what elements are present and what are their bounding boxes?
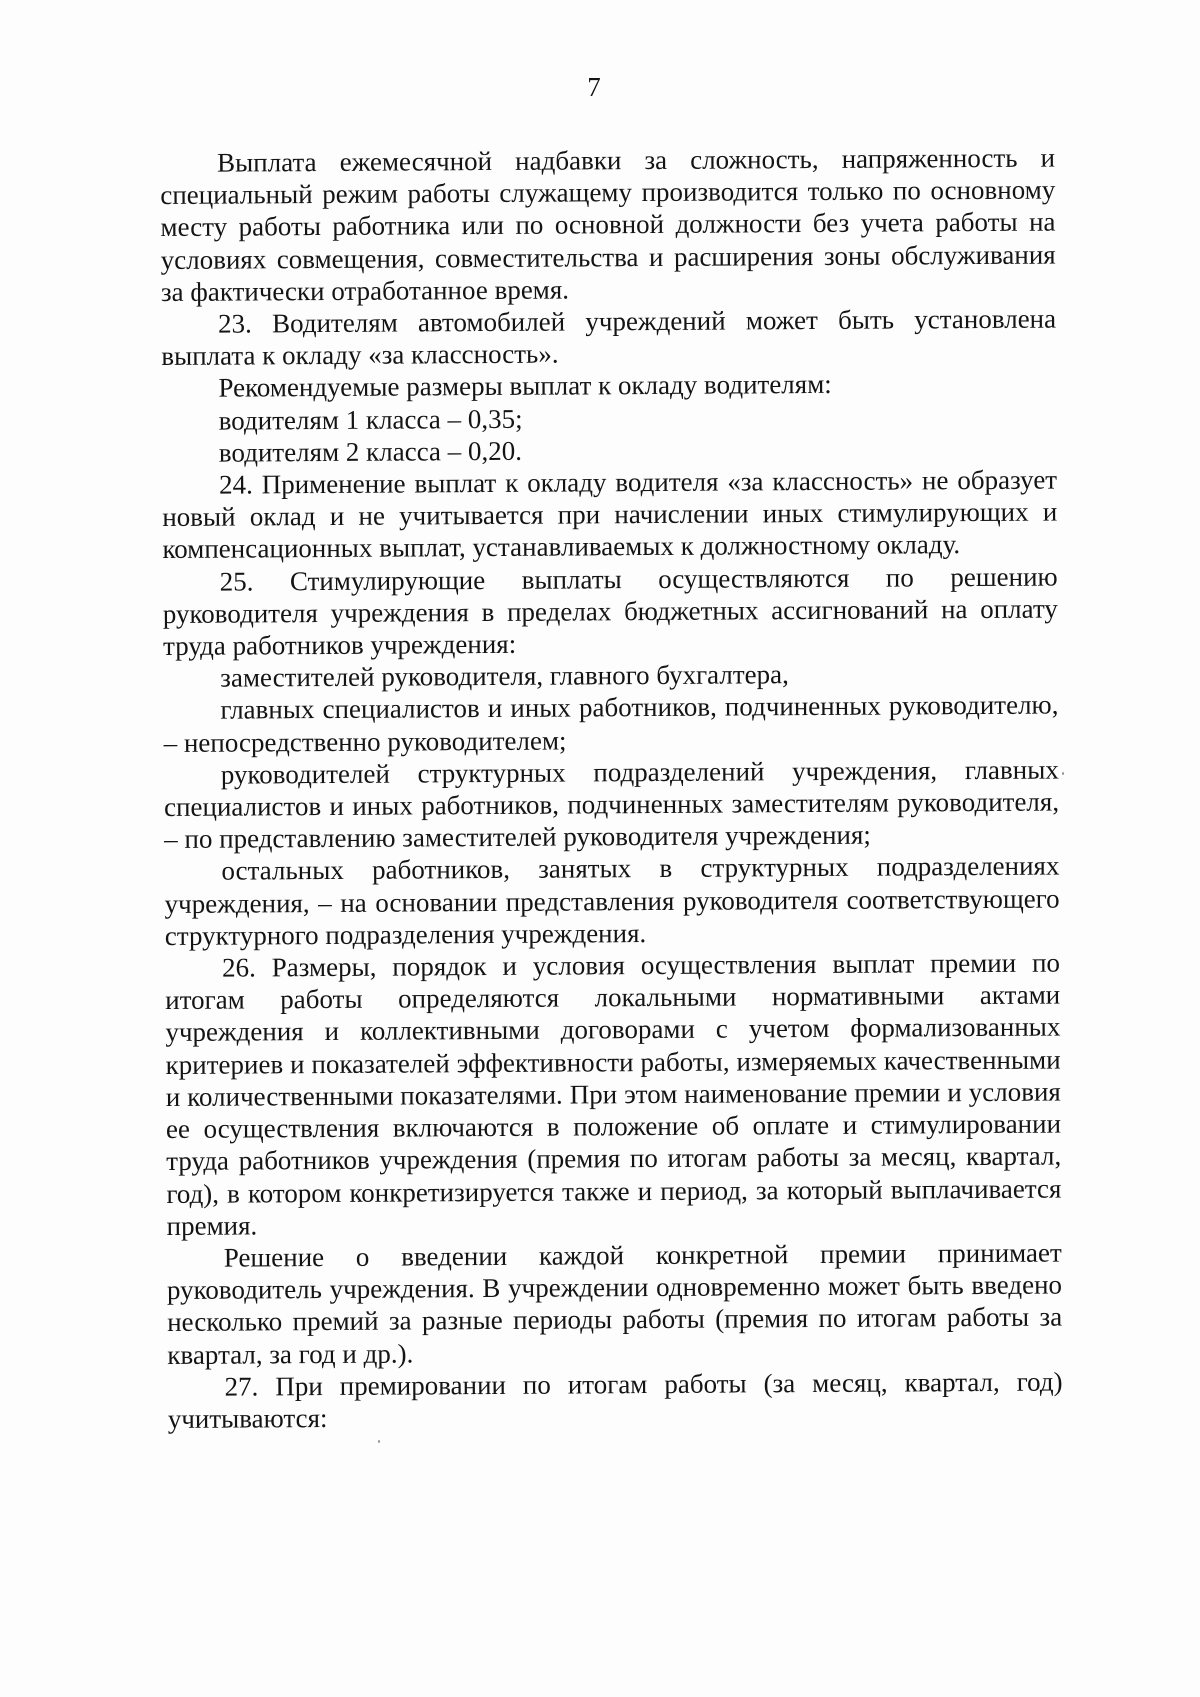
paragraph-25: 25. Стимулирующие выплаты осуществляются по решению руководителя учреждения в пределах бюджетных ассигнований на оплату труда работников учреждения: bbox=[162, 561, 1058, 662]
document-body bbox=[160, 142, 1063, 1436]
list-item-class-1: водителям 1 класса – 0,35; bbox=[218, 403, 523, 436]
list-item-deputies: заместителей руководителя, главного бухгалтера, bbox=[220, 659, 789, 693]
paragraph-bonus-payment: Выплата ежемесячной надбавки за сложность, напряженность и специальный режим работы служащему производится только по основному месту работы работника или по основной должности без учета работы на условиях совмещения, совместительства и расширения зоны обслуживания за фактически отработанное время. bbox=[160, 142, 1056, 307]
paragraph-26: 26. Размеры, порядок и условия осуществления выплат премии по итогам работы определяются локальными нормативными актами учреждения и коллективными договорами с учетом формализованных критериев и показателей эффективности работы, измеряемых качественными и количественными показателями. При этом наименование премии и условия ее осуществления включаются в положение об оплате и стимулировании труда работников учреждения (премия по итогам работы за месяц, квартал, год), в котором конкретизируется также и период, за который выплачивается премия. bbox=[165, 947, 1062, 1241]
page-number: 7 bbox=[587, 72, 601, 102]
list-item-chief-specialists: главных специалистов и иных работников, подчиненных руководителю, – непосредственно руководителем; bbox=[163, 689, 1059, 758]
paragraph-recommended-sizes: Рекомендуемые размеры выплат к окладу водителям: bbox=[218, 369, 832, 404]
list-item-class-2: водителям 2 класса – 0,20. bbox=[218, 435, 523, 468]
scan-speck bbox=[378, 1440, 380, 1443]
list-item-department-heads: руководителей структурных подразделений учреждения, главных специалистов и иных работников, подчиненных заместителям руководителя, – по представлению заместителей руководителя учреждения; bbox=[163, 754, 1060, 855]
paragraph-bonus-decision: Решение о введении каждой конкретной премии принимает руководитель учреждения. В учреждении одновременно может быть введено несколько премий за разные периоды работы (премия по итогам работы за квартал, за год и др.). bbox=[166, 1237, 1063, 1370]
paragraph-24: 24. Применение выплат к окладу водителя «за классность» не образует новый оклад и не учитывается при начислении иных стимулирующих и компенсационных выплат, устанавливаемых к должностному окладу. bbox=[162, 464, 1058, 565]
paragraph-23: 23. Водителям автомобилей учреждений может быть установлена выплата к окладу «за классность». bbox=[161, 303, 1057, 372]
paragraph-27: 27. При премировании по итогам работы (за месяц, квартал, год) учитываются: bbox=[167, 1366, 1063, 1434]
scan-speck bbox=[1062, 772, 1064, 775]
list-item-other-employees: остальных работников, занятых в структурных подразделениях учреждения, – на основании представления руководителя соответствующего структурного подразделения учреждения. bbox=[164, 850, 1060, 951]
